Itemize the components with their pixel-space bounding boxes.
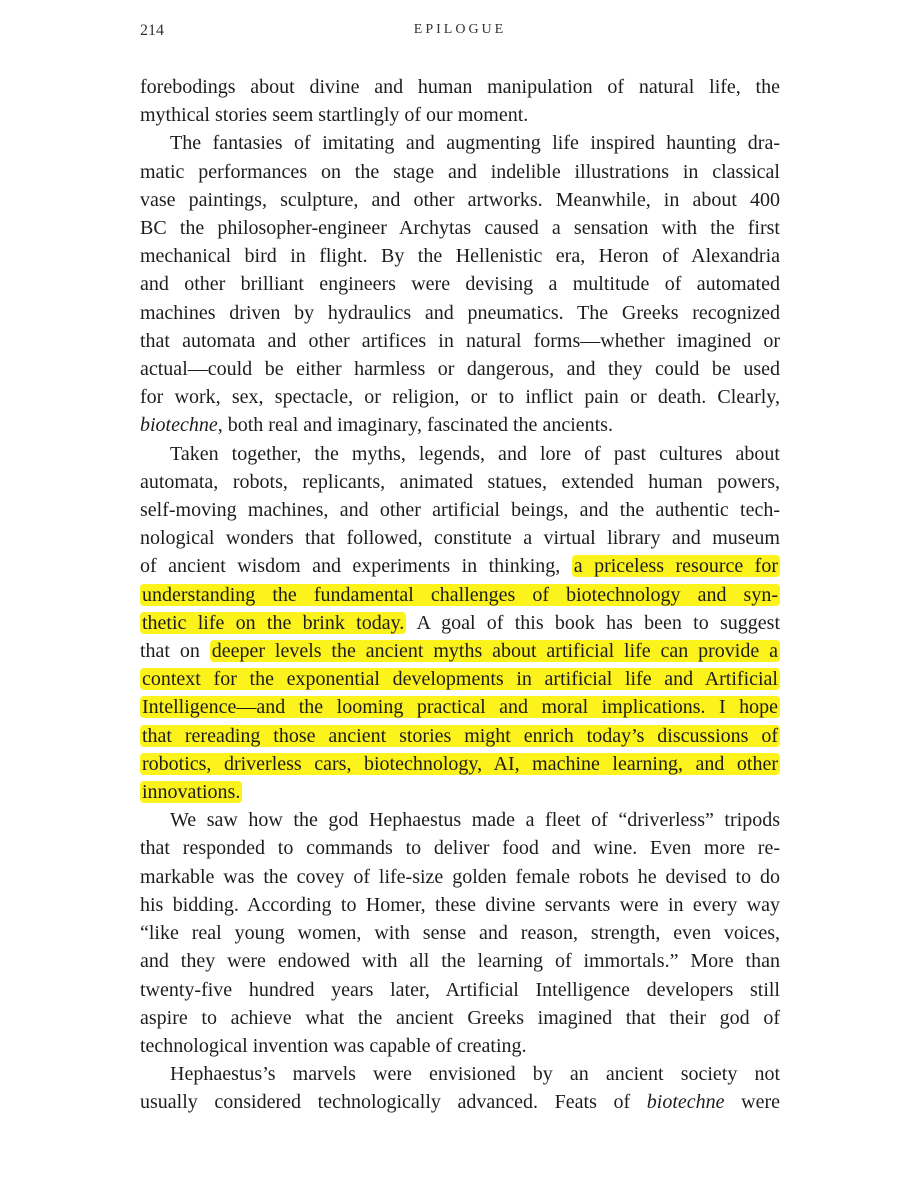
text-run: technological invention was capable of creating. — [140, 1034, 527, 1057]
page-header — [140, 18, 780, 48]
text-run: mechanical bird in flight. By the Hellenistic era, Heron of Alexandria — [140, 245, 780, 268]
text-run: that on — [140, 640, 210, 663]
text-line — [140, 214, 780, 242]
text-line — [140, 129, 780, 157]
text-line — [140, 609, 780, 637]
text-line — [140, 242, 780, 270]
highlighted-text: innovations. — [142, 781, 241, 804]
text-run: vase paintings, sculpture, and other artworks. Meanwhile, in about 400 — [140, 188, 780, 211]
text-line — [140, 468, 780, 496]
text-line — [140, 863, 780, 891]
text-run: usually considered technologically advanced. Feats of — [140, 1091, 647, 1114]
text-line — [140, 806, 780, 834]
text-run: that responded to commands to deliver food and wine. Even more re- — [140, 837, 780, 860]
text-line — [140, 186, 780, 214]
text-line — [140, 891, 780, 919]
text-line — [140, 581, 780, 609]
text-run: Taken together, the myths, legends, and lore of past cultures about — [170, 442, 780, 465]
highlighted-text: Intelligence—and the looming practical and moral implications. I hope — [142, 696, 778, 719]
text-line — [140, 665, 780, 693]
text-run: actual—could be either harmless or dangerous, and they could be used — [140, 358, 780, 381]
highlighted-text: that rereading those ancient stories might enrich today’s discussions of — [142, 724, 778, 747]
text-run: We saw how the god Hephaestus made a fleet of “driverless” tripods — [170, 809, 780, 832]
page-number: 214 — [140, 22, 164, 39]
text-line — [140, 524, 780, 552]
text-run: were — [724, 1091, 780, 1114]
text-line — [140, 1060, 780, 1088]
text-line — [140, 440, 780, 468]
text-line — [140, 299, 780, 327]
text-run: “like real young women, with sense and reason, strength, even voices, — [140, 922, 780, 945]
running-head: EPILOGUE — [413, 22, 507, 37]
text-line — [140, 1032, 780, 1060]
text-run: markable was the covey of life-size golden female robots he devised to do — [140, 865, 780, 888]
text-run: self-moving machines, and other artificial beings, and the authentic tech- — [140, 499, 780, 522]
text-run: matic performances on the stage and indelible illustrations in classical — [140, 160, 780, 183]
body-text — [140, 73, 780, 1117]
text-line — [140, 778, 780, 806]
text-run: that automata and other artifices in natural forms—whether imagined or — [140, 329, 780, 352]
highlighted-text: deeper levels the ancient myths about artificial life can provide a — [211, 640, 778, 663]
text-line — [140, 327, 780, 355]
text-run: A goal of this book has been to suggest — [406, 611, 780, 634]
text-line — [140, 101, 780, 129]
text-run: Hephaestus’s marvels were envisioned by an ancient society not — [170, 1063, 780, 1086]
text-line — [140, 976, 780, 1004]
highlighted-text: a priceless resource for — [573, 555, 779, 578]
text-line — [140, 158, 780, 186]
text-run: machines driven by hydraulics and pneumatics. The Greeks recognized — [140, 301, 780, 324]
text-line — [140, 552, 780, 580]
text-line — [140, 750, 780, 778]
text-run: nological wonders that followed, constitute a virtual library and museum — [140, 527, 780, 550]
text-line — [140, 411, 780, 439]
text-run: The fantasies of imitating and augmenting life inspired haunting dra- — [170, 132, 780, 155]
text-line — [140, 947, 780, 975]
text-run: for work, sex, spectacle, or religion, or to inflict pain or death. Clearly, — [140, 386, 780, 409]
text-run: mythical stories seem startlingly of our moment. — [140, 104, 529, 127]
text-run: his bidding. According to Homer, these divine servants were in every way — [140, 893, 780, 916]
text-line — [140, 1004, 780, 1032]
text-run: aspire to achieve what the ancient Greeks imagined that their god of — [140, 1006, 780, 1029]
text-run: twenty-five hundred years later, Artificial Intelligence developers still — [140, 978, 780, 1001]
text-line — [140, 496, 780, 524]
text-line — [140, 919, 780, 947]
text-run: of ancient wisdom and experiments in thinking, — [140, 555, 572, 578]
text-line — [140, 355, 780, 383]
text-line — [140, 1088, 780, 1116]
text-run: BC the philosopher-engineer Archytas caused a sensation with the first — [140, 217, 780, 240]
text-line — [140, 383, 780, 411]
text-line — [140, 73, 780, 101]
text-run: forebodings about divine and human manipulation of natural life, the — [140, 76, 780, 98]
text-line — [140, 693, 780, 721]
text-run: , both real and imaginary, fascinated the ancients. — [217, 414, 613, 437]
text-run: and they were endowed with all the learning of immortals.” More than — [140, 950, 780, 973]
highlighted-text: context for the exponential developments in artificial life and Artificial — [142, 668, 778, 691]
text-run: and other brilliant engineers were devising a multitude of automated — [140, 273, 780, 296]
text-line — [140, 834, 780, 862]
highlighted-text: thetic life on the brink today. — [142, 611, 405, 634]
text-run: automata, robots, replicants, animated statues, extended human powers, — [140, 470, 780, 493]
italic-text: biotechne — [140, 414, 218, 437]
italic-text: biotechne — [646, 1091, 725, 1114]
highlighted-text: robotics, driverless cars, biotechnology, AI, machine learning, and other — [142, 752, 778, 775]
text-line — [140, 270, 780, 298]
text-line — [140, 722, 780, 750]
text-line — [140, 637, 780, 665]
highlighted-text: understanding the fundamental challenges of biotechnology and syn- — [142, 583, 778, 606]
